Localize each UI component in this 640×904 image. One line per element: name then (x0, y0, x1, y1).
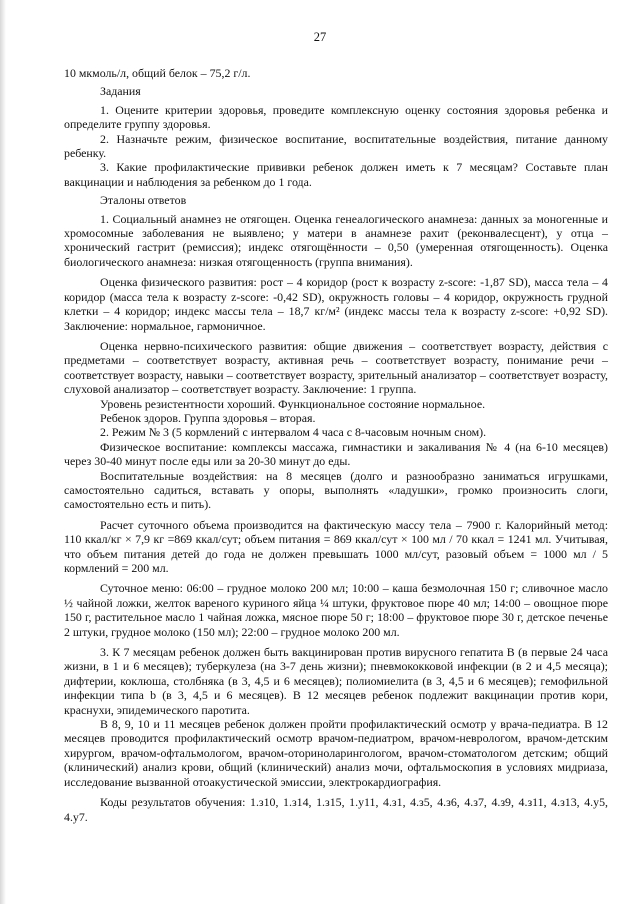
answer-paragraph-11: 3. К 7 месяцам ребенок должен быть вакцинирован против вирусного гепатита В (в первые 24 часа жизни, в 1 и 6 месяцев); туберкулеза (на 3-7 день жизни); пневмококковой инфекции (в 2 и 4,5 месяца); дифтерии, коклюша, столбняка (в 3, 4,5 и 6 месяцев); полиомиелита (в 3, 4,5 и 6 месяцев); гемофильной инфекции типа b (в 3, 4,5 и 6 месяцев). В 12 месяцев ребенок подлежит вакцинации против кори, краснухи, эпидемического паротита. (64, 645, 608, 717)
page-number: 27 (313, 30, 327, 44)
answer-paragraph-9: Расчет суточного объема производится на фактическую массу тела – 7900 г. Калорийный метод: 110 ккал/кг × 7,9 кг =869 ккал/сут; объем питания = 869 ккал/сут × 100 мл / 70 ккал = 1241 мл. Учитывая, что объем питания детей до года не должен превышать 1000 мл/сут, разовый объем = 1000 мл / 5 кормлений = 200 мл. (64, 517, 608, 575)
answer-paragraph-1: 1. Социальный анамнез не отягощен. Оценка генеалогического анамнеза: данных за моногенные и хромосомные заболевания не выявлено; у матери в анамнезе рахит (реконвалесцент), у отца – хронический гастрит (ремиссия); индекс отягощённости – 0,50 (умеренная отягощенность). Оценка биологического анамнеза: низкая отягощенность (группа внимания). (64, 211, 608, 269)
learning-codes: Коды результатов обучения: 1.з10, 1.з14, 1.з15, 1.у11, 4.з1, 4.з5, 4.з6, 4.з7, 4.з9, 4.з11, 4.з13, 4.у5, 4.у7. (64, 795, 608, 824)
tasks-heading: Задания (100, 84, 141, 99)
answer-paragraph-7: Физическое воспитание: комплексы массажа, гимнастики и закаливания № 4 (на 6-10 месяцев) через 30-40 минут после еды или за 20-30 минут до еды. (64, 439, 608, 469)
scan-edge-shadow (0, 0, 6, 904)
answer-paragraph-12: В 8, 9, 10 и 11 месяцев ребенок должен пройти профилактический осмотр у врача-педиатра. В 12 месяцев проводится профилактический осмотр врачом-педиатром, врачом-неврологом, врачом-детским хирургом, врачом-офтальмологом, врачом-оториноларингологом, врачом-стоматологом детским; общий (клинический) анализ крови, общий (клинический) анализ мочи, офтальмоскопия в условиях мидриаза, исследование вызванной отоакустической эмиссии, электрокардиография. (64, 717, 608, 789)
answer-paragraph-5: Ребенок здоров. Группа здоровья – вторая. (100, 410, 316, 425)
task-3: 3. Какие профилактические прививки ребенок должен иметь к 7 месяцам? Составьте план вакцинации и наблюдения за ребенком до 1 года. (64, 160, 608, 189)
answer-paragraph-10: Суточное меню: 06:00 – грудное молоко 200 мл; 10:00 – каша безмолочная 150 г; сливочное масло ½ чайной ложки, желток вареного куриного яйца ¼ штуки, фруктовое пюре 40 мл; 14:00 – овощное пюре 150 г, растительное масло 1 чайная ложка, мясное пюре 50 г; 18:00 – фруктовое пюре 30 г, детское печенье 2 штуки, грудное молоко (150 мл); 22:00 – грудное молоко 200 мл. (64, 581, 608, 639)
task-2: 2. Назначьте режим, физическое воспитание, воспитательные воздействия, питание данному ребенку. (64, 131, 608, 161)
intro-line: 10 мкмоль/л, общий белок – 75,2 г/л. (64, 66, 251, 80)
answer-paragraph-2: Оценка физического развития: рост – 4 коридор (рост к возрасту z-score: -1,87 SD), масса тела – 4 коридор (масса тела к возрасту z-score: -0,42 SD), окружность головы – 4 коридор, окружность грудной клетки – 4 коридор; индекс массы тела – 18,7 кг/м² (индекс массы тела к возрасту z-score: +0,92 SD). Заключение: нормальное, гармоничное. (64, 275, 608, 333)
answers-heading: Эталоны ответов (100, 193, 187, 208)
answer-paragraph-8: Воспитательные воздействия: на 8 месяцев (долго и разнообразно заниматься игрушками, самостоятельно садиться, вставать у опоры, выполнять «ладушки», громко произносить слоги, самостоятельно есть и пить). (64, 468, 608, 512)
page-content (64, 66, 608, 824)
task-1: 1. Оцените критерии здоровья, проведите комплексную оценку состояния здоровья ребенка и определите группу здоровья. (64, 102, 608, 132)
answer-paragraph-4: Уровень резистентности хороший. Функциональное состояние нормальное. (100, 396, 486, 411)
answer-paragraph-3: Оценка нервно-психического развития: общие движения – соответствует возрасту, действия с предметами – соответствует возрасту, активная речь – соответствует возрасту, понимание речи – соответствует возрасту, навыки – соответствует возрасту, зрительный анализатор – соответствует возрасту, слуховой анализатор – соответствует возрасту. Заключение: 1 группа. (64, 338, 608, 397)
answer-paragraph-6: 2. Режим № 3 (5 кормлений с интервалом 4 часа с 8-часовым ночным сном). (100, 425, 487, 440)
